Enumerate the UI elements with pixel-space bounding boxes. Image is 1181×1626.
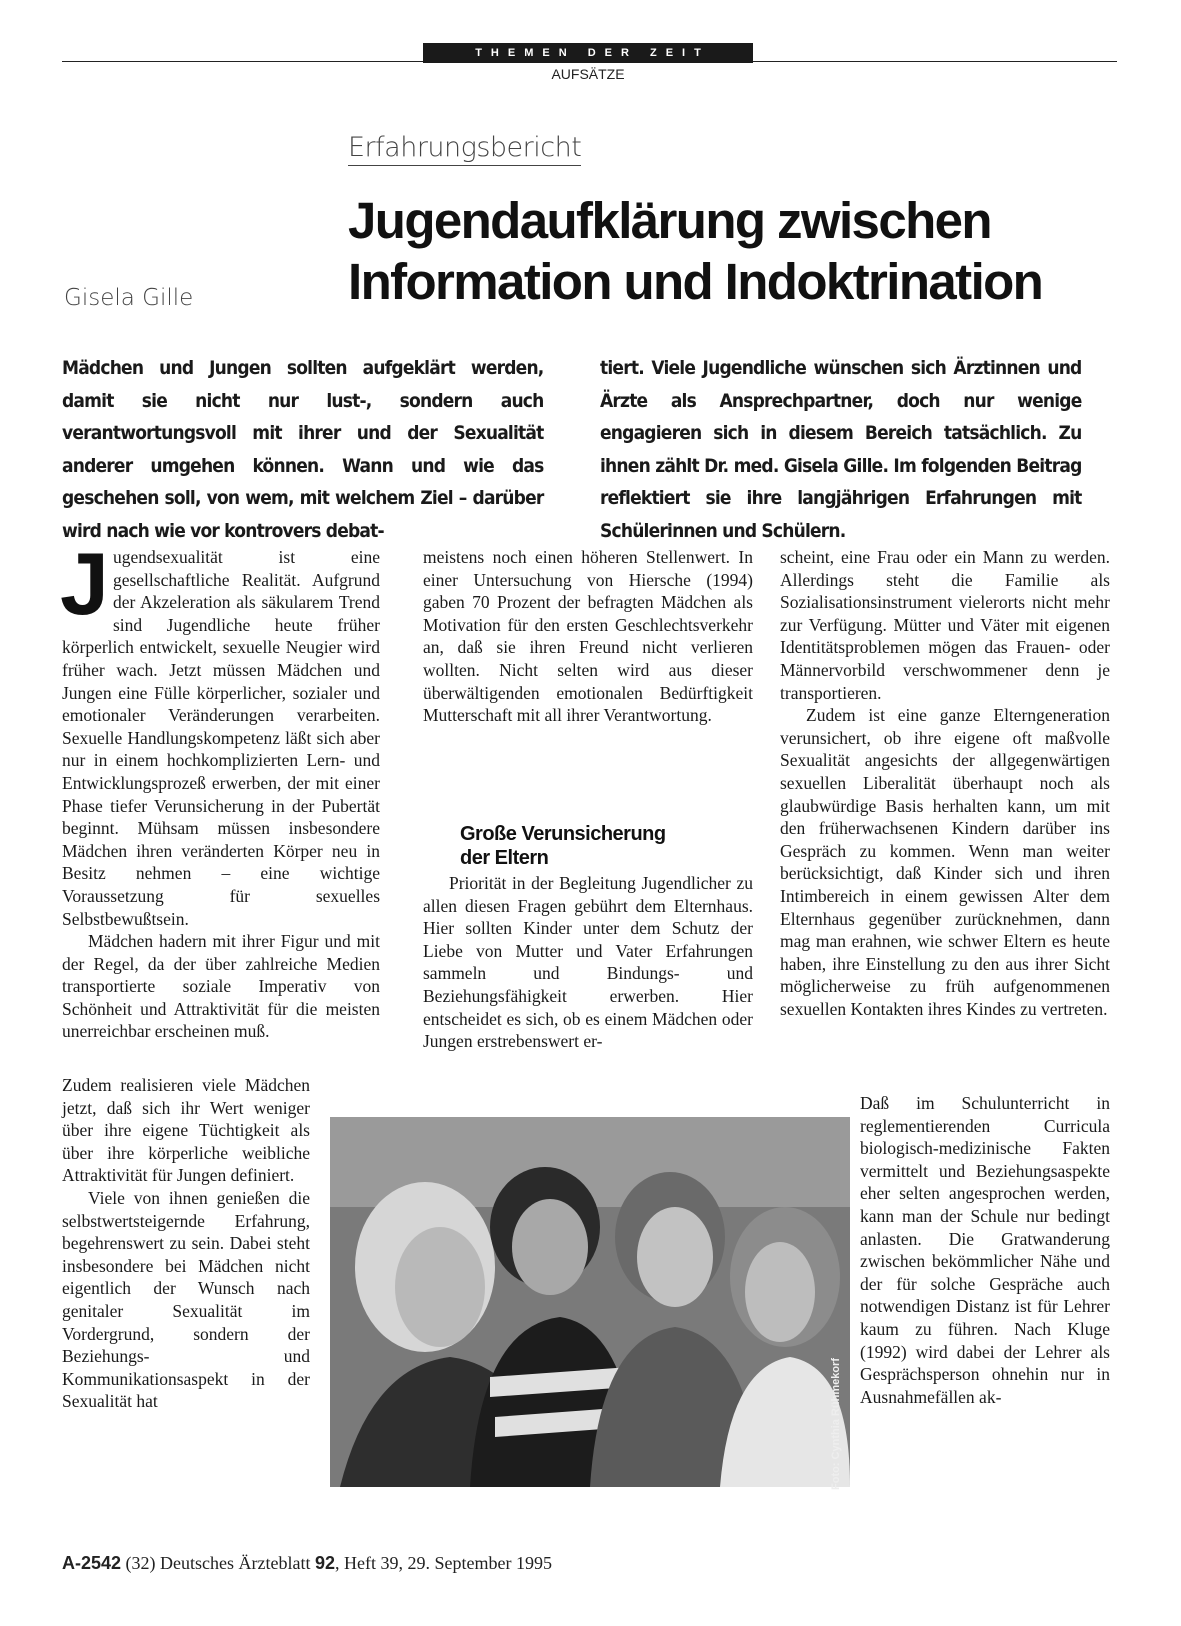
body-paragraph: Zudem ist eine ganze Elterngeneration verunsichert, ob ihre eigene oft maßvolle Sexualität angesichts der allgegenwärtigen sexuellen Liberalität überhaupt noch als glaubwürdige Basis herhalten kann, um mit den früherwachsenen Kindern darüber ins Gespräch zu kommen. Wenn man weiter berücksichtigt, daß Kinder sich und ihren Intimbereich in einem gewissen Alter dem Elternhaus gegenüber zurücknehmen, dann mag man erahnen, wie schwer Eltern es heute haben, ihre Einstellung zu den aus ihrer Sicht möglicherweise zu früh aufgenommenen sexuellen Kontakten ihres Kindes zu vertreten. — [780, 705, 1110, 1019]
drop-cap: J — [60, 534, 109, 633]
body-paragraph: scheint, eine Frau oder ein Mann zu werden. Allerdings steht die Familie als Sozialisationsinstrument vielerorts nicht mehr zur Verfügung. Mütter und Väter mit eigenen Identitätsproblemen mögen das Frauen- oder Männervorbild verschwommener denn je transportieren. — [780, 547, 1110, 703]
article-author: Gisela Gille — [64, 285, 194, 311]
body-column-3 — [780, 546, 1110, 1020]
subsection-label: AUFSÄTZE — [551, 66, 625, 82]
journal-issue: Heft 39, 29. September 1995 — [344, 1553, 552, 1573]
article-photo — [330, 1117, 850, 1487]
lead-paragraph-left: Mädchen und Jungen sollten aufgeklärt werden, damit sie nicht nur lust-, sondern auch verantwortungsvoll mit ihrer und der Sexualität anderer umgehen können. Wann und wie das geschehen soll, von wem, mit welchem Ziel – darüber wird nach wie vor kontrovers debat- — [62, 357, 544, 542]
body-column-1-continued — [62, 1074, 310, 1413]
lead-paragraph-right: tiert. Viele Jugendliche wünschen sich Ärztinnen und Ärzte als Ansprechpartner, doch nur wenige engagieren sich in diesem Bereich tatsächlich. Zu ihnen zählt Dr. med. Gisela Gille. Im folgenden Beitrag reflektiert sie ihre langjährigen Erfahrungen mit Schülerinnen und Schülern. — [600, 357, 1082, 542]
photo-illustration — [330, 1117, 850, 1487]
body-column-2-lower — [423, 872, 753, 1053]
page-number: (32) — [125, 1553, 156, 1573]
body-column-2 — [423, 546, 753, 727]
body-column-3-continued — [860, 1092, 1110, 1408]
section-subheading: Große Verunsicherung der Eltern — [460, 823, 666, 869]
body-paragraph: Zudem realisieren viele Mädchen jetzt, daß sich ihr Wert weniger über ihre eigene Tüchtigkeit als über ihre körperliche weibliche Attraktivität für Jungen definiert. — [62, 1075, 310, 1186]
section-label: THEMEN DER ZEIT — [423, 43, 753, 63]
body-paragraph: meistens noch einen höheren Stellenwert. In einer Untersuchung von Hiersche (1994) gaben 70 Prozent der befragten Mädchen als Motivation für den ersten Geschlechtsverkehr an, daß sie ihren Freund nicht verlieren wollten. Nicht selten wird aus dieser überwältigenden emotionalen Bedürftigkeit Mutterschaft mit all ihrer Verantwortung. — [423, 547, 753, 726]
journal-volume: 92 — [315, 1553, 336, 1573]
body-paragraph: Jugendsexualität ist eine gesellschaftliche Realität. Aufgrund der Akzeleration als säkularem Trend sind Jugendliche heute früher körperlich entwickelt, sexuelle Neugier wird früher wach. Jetzt müssen Mädchen und Jungen eine Fülle körperlicher, sozialer und emotionaler Veränderungen verarbeiten. Sexuelle Handlungskompetenz läßt sich aber nur in einem hochkomplizierten Lern- und Entwicklungsprozeß erwerben, der mit einer Phase tiefer Verunsicherung in der Pubertät beginnt. Mühsam müssen insbesondere Mädchen ihren veränderten Körper neu in Besitz nehmen – eine wichtige Voraussetzung für sexuelles Selbstbewußtsein. — [60, 534, 380, 929]
page-footer: A-2542 (32) Deutsches Ärzteblatt 92, Heft 39, 29. September 1995 — [62, 1553, 552, 1573]
body-column-1 — [60, 534, 380, 1043]
article-title — [348, 190, 1138, 312]
article-kicker: Erfahrungsbericht — [348, 132, 581, 166]
photo-credit: Foto: Cynthia Rühmekorf — [830, 1358, 842, 1490]
title-line-1: Jugendaufklärung zwischen — [348, 192, 991, 249]
body-paragraph: Viele von ihnen genießen die selbstwertsteigernde Erfahrung, begehrenswert zu sein. Dabei steht insbesondere bei Mädchen nicht eigentlich der Wunsch nach genitaler Sexualität im Vordergrund, sondern der Beziehungs- und Kommunikationsaspekt in der Sexualität hat — [62, 1187, 310, 1412]
body-paragraph: Mädchen hadern mit ihrer Figur und mit der Regel, da der über zahlreiche Medien transportierte soziale Imperativ von Schönheit und Attraktivität für die meisten unerreichbar erscheinen muß. — [62, 931, 380, 1042]
page-id: A-2542 — [62, 1553, 122, 1573]
body-paragraph: Priorität in der Begleitung Jugendlicher zu allen diesen Fragen gebührt dem Elternhaus. Hier sollten Kinder unter dem Schutz der Liebe von Mutter und Vater Erfahrungen sammeln und Bindungs- und Beziehungsfähigkeit erwerben. Hier entscheidet es sich, ob es einem Mädchen oder Jungen erstrebenswert er- — [423, 873, 753, 1052]
body-paragraph: Daß im Schulunterricht in reglementierenden Curricula biologisch-medizinische Fakten vermittelt und Beziehungsaspekte eher selten angesprochen werden, kann man der Schule nur bedingt anlasten. Die Gratwanderung zwischen bekömmlicher Nähe und der für solche Gespräche auch notwendigen Distanz ist für Lehrer kaum zu führen. Nach Kluge (1992) wird dabei der Lehrer als Gesprächsperson ohnehin nur in Ausnahmefällen ak- — [860, 1093, 1110, 1407]
journal-name: Deutsches Ärzteblatt — [160, 1553, 311, 1573]
title-line-2: Information und Indoktrination — [348, 253, 1043, 310]
